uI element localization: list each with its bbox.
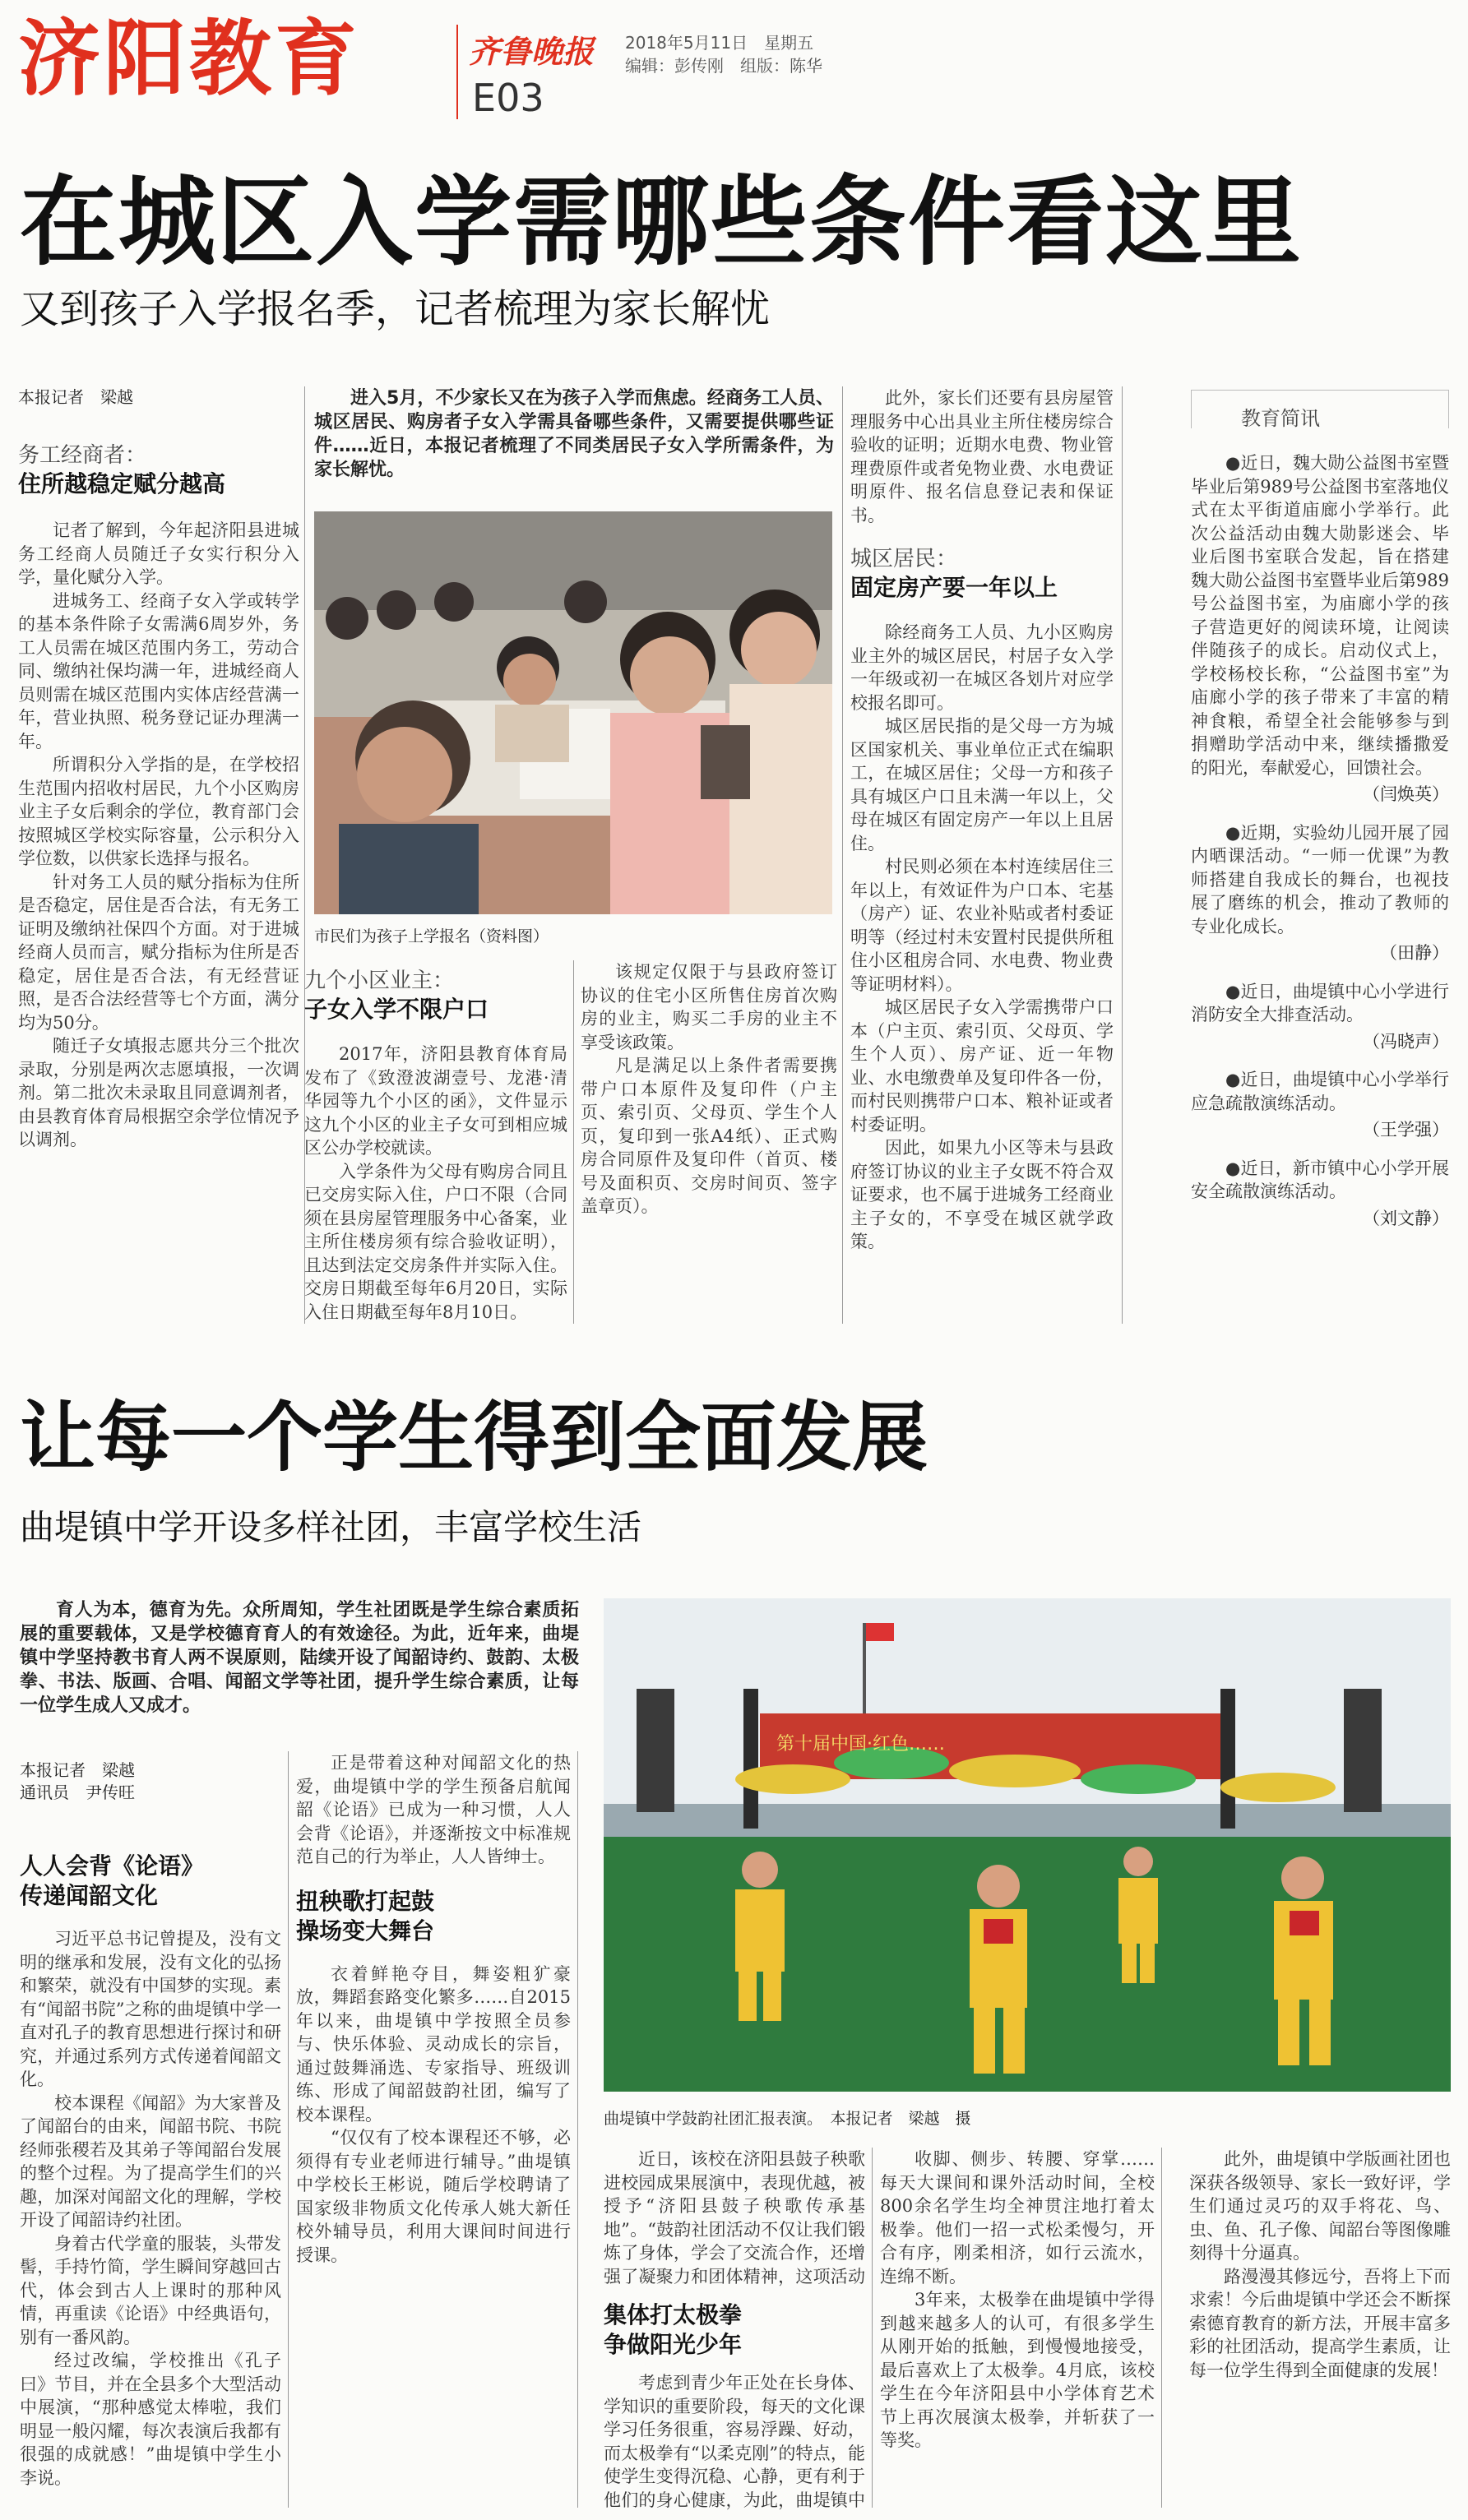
section-kicker: 城区居民： <box>850 547 958 571</box>
paragraph: 城区居民指的是父母一方为城区国家机关、事业单位正式在编职工，在城区居住；父母一方和孩子具有城区户口且未满一年以上，父母在城区有固定房产一年以上且居住。 <box>850 716 1114 853</box>
section-title: 操场变大舞台 <box>296 1917 435 1944</box>
article2-column5 <box>1189 2148 1451 2509</box>
column-divider <box>872 2148 873 2508</box>
brief-item <box>1191 1157 1449 1231</box>
article1-byline: 本报记者 梁越 <box>18 387 133 407</box>
lead-text: 育人为本，德育为先。众所周知，学生社团既是学生综合素质拓展的重要载体，又是学校德育育人的有效途径。为此，近年来，曲堤镇中学坚持教书育人两不误原则，陆续开设了闻韶诗约、鼓韵、太极拳、书法、版画、合唱、闻韶文学等社团，提升学生综合素质，让每一位学生成人又成才。 <box>20 1600 579 1716</box>
paragraph: “仅仅有了校本课程还不够，必须得有专业老师进行辅导。”曲堤镇中学校长王彬说，随后学校聘请了国家级非物质文化传承人姚大新任校外辅导员，利用大课间时间进行授课。 <box>296 2128 571 2265</box>
article2-byline: 通讯员 尹传旺 <box>20 1782 135 1802</box>
paragraph: 正是带着这种对闻韶文化的热爱，曲堤镇中学的学生预备启航闻韶《论语》已成为一种习惯，人人会背《论语》，并逐渐按文中标准规范自己的行为举止，人人皆绅士。 <box>296 1753 571 1866</box>
brief-item <box>1191 821 1449 965</box>
article1-section1-body <box>18 519 299 1152</box>
article2-lead <box>20 1598 579 1718</box>
paragraph: 近日，该校在济阳县鼓子秧歌进校园成果展演中，表现优越，被授予“济阳县鼓子秧歌传承基地”。“鼓韵社团活动不仅让我们锻炼了身体，学会了交流合作，还增强了凝聚力和团体精神，这项活动 <box>604 2149 865 2286</box>
article1-section3-body <box>850 621 1114 1344</box>
article1-subheadline: 又到孩子入学报名季，记者梳理为家长解忧 <box>20 286 771 332</box>
paper-logo: 齐鲁晚报 <box>469 33 595 70</box>
article1-photo <box>314 511 832 914</box>
paragraph: 衣着鲜艳夺目，舞姿粗犷豪放，舞蹈套路变化繁多……自2015年以来，曲堤镇中学按照全员参与、快乐体验、灵动成长的宗旨，通过鼓舞涌选、专家指导、班级训练、形成了闻韶鼓韵社团，编写了校本课程。 <box>296 1963 571 2125</box>
section-kicker: 务工经商者： <box>18 443 147 468</box>
article2-column1 <box>20 1852 281 2519</box>
article1-section2-continued <box>581 960 837 1322</box>
briefs-title-box <box>1191 390 1449 428</box>
paragraph: 进城务工、经商子女入学或转学的基本条件除子女需满6周岁外，务工人员需在城区范围内务工，劳动合同、缴纳社保均满一年，进城经商人员则需在城区范围内实体店经营满一年，营业执照、税务登记证办理满一年。 <box>18 590 299 751</box>
paragraph: 凡是满足以上条件者需要携带户口本原件及复印件（户主页、索引页、父母页、学生个人页，复印到一张A4纸）、正式购房合同原件及复印件（首页、楼号及面积页、交房时间页、签字盖章页）。 <box>581 1056 837 1216</box>
registration-crowd-photo <box>314 511 832 914</box>
article1-column3 <box>581 960 837 1322</box>
article2-section1-continued <box>296 1751 571 1869</box>
column-divider <box>573 960 574 1324</box>
article1-section2-end <box>850 386 1114 527</box>
article2-section3-end <box>1189 2148 1451 2509</box>
column-divider <box>288 1751 289 2508</box>
article2-photo <box>604 1598 1451 2092</box>
article2-byline: 本报记者 梁越 <box>20 1760 135 1780</box>
photo-banner-text: 第十届中国·红色…… <box>776 1734 945 1755</box>
brief-text: ●近日，曲堤镇中心小学举行应急疏散演练活动。 <box>1191 1070 1449 1113</box>
brief-text: ●近期，实验幼儿园开展了园内晒课活动。“一师一优课”为教师搭建自我成长的舞台，也视技展了磨练的机会，推动了教师的专业化成长。 <box>1191 822 1449 936</box>
article2-bylines <box>20 1759 283 1804</box>
paragraph: 此外，曲堤镇中学版画社团也深获各级领导、家长一致好评，学生们通过灵巧的双手将花、鸟、虫、鱼、孔子像、闻韶台等图像雕刻得十分逼真。 <box>1189 2149 1451 2263</box>
section-title: 传递闻韶文化 <box>20 1882 159 1909</box>
paragraph: 所谓积分入学指的是，在学校招生范围内招收村居民，九个小区购房业主子女后剩余的学位，教育部门会按照城区学校实际容量，公示积分入学位数，以供家长选择与报名。 <box>18 755 299 868</box>
briefs-title: 教育简讯 <box>1241 407 1320 430</box>
paragraph: 考虑到青少年正处在长身体、学知识的重要阶段，每天的文化课学习任务很重，容易浮躁、好动，而太极拳有“以柔克刚”的特点，能使学生变得沉稳、心静，更有利于他们的身心健康，为此，曲堤镇中 <box>604 2373 865 2510</box>
paragraph: 入学条件为父母有购房合同且已交房实际入住，户口不限（合同须在县房屋管理服务中心备案，业主所住楼房须有综合验收证明），且达到法定交房条件并实际入住。交房日期截至每年6月20日，实际入住日期截至每年8月10日。 <box>304 1161 567 1322</box>
article2-section1-body <box>20 1927 281 2519</box>
masthead-divider <box>456 25 458 119</box>
article2-section3-body <box>604 2371 865 2511</box>
brief-author: （田静） <box>1380 943 1449 963</box>
brief-item <box>1191 980 1449 1054</box>
lead-text: 进入5月，不少家长又在为孩子入学而焦虑。经商务工人员、城区居民、购房者子女入学需具备哪些条件，又需要提供哪些证件……近日，本报记者梳理了不同类居民子女入学所需条件，为家长解忧。 <box>314 388 834 480</box>
paragraph: 收脚、侧步、转腰、穿掌……每天大课间和课外活动时间，全校800余名学生均全神贯注地打着太极拳。他们一招一式松柔慢匀，开合有序，刚柔相济，如行云流水，连绵不断。 <box>880 2149 1155 2286</box>
masthead <box>0 0 1468 140</box>
article1-column4 <box>850 386 1114 1344</box>
paragraph: 3年来，太极拳在曲堤镇中学得到越来越多人的认可，有很多学生从刚开始的抵触，到慢慢地接受，最后喜欢上了太极拳。4月底，该校学生在今年济阳县中小学体育艺术节上再次展演太极拳，并斩获了一等奖。 <box>880 2290 1155 2450</box>
column-divider <box>577 1751 578 2508</box>
brief-item <box>1191 1068 1449 1142</box>
article2-subheadline: 曲堤镇中学开设多样社团，丰富学校生活 <box>20 1507 642 1547</box>
article1-photo-caption: 市民们为孩子上学报名（资料图） <box>314 927 549 946</box>
paragraph: 随迁子女填报志愿共分三个批次录取，分别是两次志愿填报，一次调剂。第二批次未录取且同意调剂者，由县教育体育局根据空余学位情况予以调剂。 <box>18 1036 299 1149</box>
paragraph: 城区居民子女入学需携带户口本（户主页、索引页、父母页、学生个人页）、房产证、近一年物业、水电缴费单及复印件各一份，而村民则携带户口本、粮补证或者村委证明。 <box>850 997 1114 1135</box>
section-title: 住所越稳定赋分越高 <box>18 470 226 497</box>
paragraph: 除经商务工人员、九小区购房业主外的城区居民，村居子女入学一年级或初一在城区各划片对应学校报名即可。 <box>850 622 1114 713</box>
briefs-list <box>1191 451 1449 1230</box>
column-divider <box>1122 386 1123 1324</box>
article1-headline: 在城区入学需哪些条件看这里 <box>20 165 1304 279</box>
brief-author: （刘文静） <box>1363 1208 1449 1228</box>
paragraph: 2017年，济阳县教育体育局发布了《致澄波湖壹号、龙港·清华园等九个小区的函》，文件显示这九个小区的业主子女可到相应城区公办学校就读。 <box>304 1044 567 1158</box>
paragraph: 校本课程《闻韶》为大家普及了闻韶台的由来，闻韶书院、书院经师张稷若及其弟子等闻韶台发展的整个过程。为了提高学生们的兴趣，加深对闻韶文化的理解，学校开设了闻韶诗约社团。 <box>20 2092 281 2230</box>
article2-section3-continued <box>880 2148 1155 2509</box>
briefs-sidebar <box>1191 390 1449 1245</box>
section-title: 人人会背《论语》 <box>20 1852 205 1880</box>
section-kicker: 九个小区业主： <box>304 969 455 993</box>
article2-column4 <box>880 2148 1155 2509</box>
drum-dance-performance-photo <box>604 1598 1451 2092</box>
article2-headline: 让每一个学生得到全面发展 <box>20 1394 928 1482</box>
brief-text: ●近日，魏大勋公益图书室暨毕业后第989号公益图书室落地仪式在太平街道庙廊小学举行。此次公益活动由魏大勋影迷会、毕业后图书室联合发起，旨在搭建魏大勋公益图书室暨毕业后第989号公益图书室，为庙廊小学的孩子营造更好的阅读环境，让阅读伴随孩子的成长。启动仪式上，学校杨校长称，“公益图书室”为庙廊小学的孩子带来了丰富的精神食粮，希望全社会能够参与到捐赠助学活动中来，继续播撒爱的阳光，奉献爱心，回馈社会。 <box>1191 453 1449 778</box>
editor-line: 编辑：彭传刚 组版：陈华 <box>625 56 822 76</box>
paragraph: 此外，家长们还要有县房屋管理服务中心出具业主所住楼房综合验收的证明；近期水电费、物业管理费原件或者免物业费、水电费证明原件、报名信息登记表和保证书。 <box>850 388 1114 525</box>
paragraph: 记者了解到，今年起济阳县进城务工经商人员随迁子女实行积分入学，量化赋分入学。 <box>18 520 299 587</box>
brief-item <box>1191 451 1449 807</box>
section-title: 济阳教育 <box>18 11 360 107</box>
date-line: 2018年5月11日 星期五 <box>625 33 814 53</box>
article1-lead <box>314 386 834 482</box>
paragraph: 习近平总书记曾提及，没有文明的继承和发展，没有文化的弘扬和繁荣，就没有中国梦的实现。素有“闻韶书院”之称的曲堤镇中学一直对孔子的教育思想进行探讨和研究，并通过系列方式传递着闻韶文化。 <box>20 1929 281 2089</box>
paragraph: 该规定仅限于与县政府签订协议的住宅小区所售住房首次购房的业主，购买二手房的业主不享受该政策。 <box>581 962 837 1052</box>
brief-text: ●近日，曲堤镇中心小学进行消防安全大排查活动。 <box>1191 981 1449 1024</box>
section-title: 集体打太极拳 <box>604 2301 743 2328</box>
brief-author: （闫焕英） <box>1363 784 1449 804</box>
paragraph: 村民则必须在本村连续居住三年以上，有效证件为户口本、宅基（房产）证、农业补贴或者村委证明等（经过村未安置村民提供所租住小区租房合同、水电费、物业费等证明材料）。 <box>850 857 1114 994</box>
article2-column2 <box>296 1751 571 2382</box>
article2-column3 <box>604 2148 865 2511</box>
article1-column2 <box>304 967 567 1380</box>
paragraph: 路漫漫其修远兮，吾将上下而求索！今后曲堤镇中学还会不断探索德育教育的新方法，开展丰富多彩的社团活动，提高学生素质，让每一位学生得到全面健康的发展！ <box>1189 2266 1451 2380</box>
paragraph: 身着古代学童的服装，头带发髻，手持竹简，学生瞬间穿越回古代，体会到古人上课时的那种风情，再重读《论语》中经典语句，别有一番风韵。 <box>20 2233 281 2347</box>
brief-author: （王学强） <box>1363 1120 1449 1140</box>
section-title: 固定房产要一年以上 <box>850 574 1058 601</box>
brief-author: （冯晓声） <box>1363 1031 1449 1052</box>
paragraph: 针对务工人员的赋分指标为住所是否稳定，居住是否合法，有无务工证明及缴纳社保四个方面。对于进城经商人员而言，赋分指标为住所是否稳定，居住是否合法，有无经营证照，是否合法经营等七个方面，满分均为50分。 <box>18 872 299 1033</box>
article2-section2-continued <box>604 2148 865 2287</box>
section-title: 子女入学不限户口 <box>304 996 489 1023</box>
article1-column1 <box>18 386 299 1152</box>
section-title: 扭秧歌打起鼓 <box>296 1887 435 1915</box>
section-title: 争做阳光少年 <box>604 2331 743 2358</box>
page-code: E03 <box>472 76 544 120</box>
paragraph: 因此，如果九小区等未与县政府签订协议的业主子女既不符合双证要求，也不属于进城务工经商业主子女的，不享受在城区就学政策。 <box>850 1138 1114 1251</box>
brief-text: ●近日，新市镇中心小学开展安全疏散演练活动。 <box>1191 1158 1449 1201</box>
column-divider <box>842 386 843 1324</box>
article1-section2-body <box>304 1043 567 1380</box>
article2-photo-caption: 曲堤镇中学鼓韵社团汇报表演。 本报记者 梁越 摄 <box>604 2110 971 2128</box>
article2-section2-body <box>296 1963 571 2382</box>
paragraph: 经过改编，学校推出《孔子曰》节目，并在全县多个大型活动中展演，“那种感觉太棒啦，我们明显一般闪耀，每次表演后我都有很强的成就感！”曲堤镇中学生小李说。 <box>20 2351 281 2488</box>
column-divider <box>1161 2148 1162 2508</box>
